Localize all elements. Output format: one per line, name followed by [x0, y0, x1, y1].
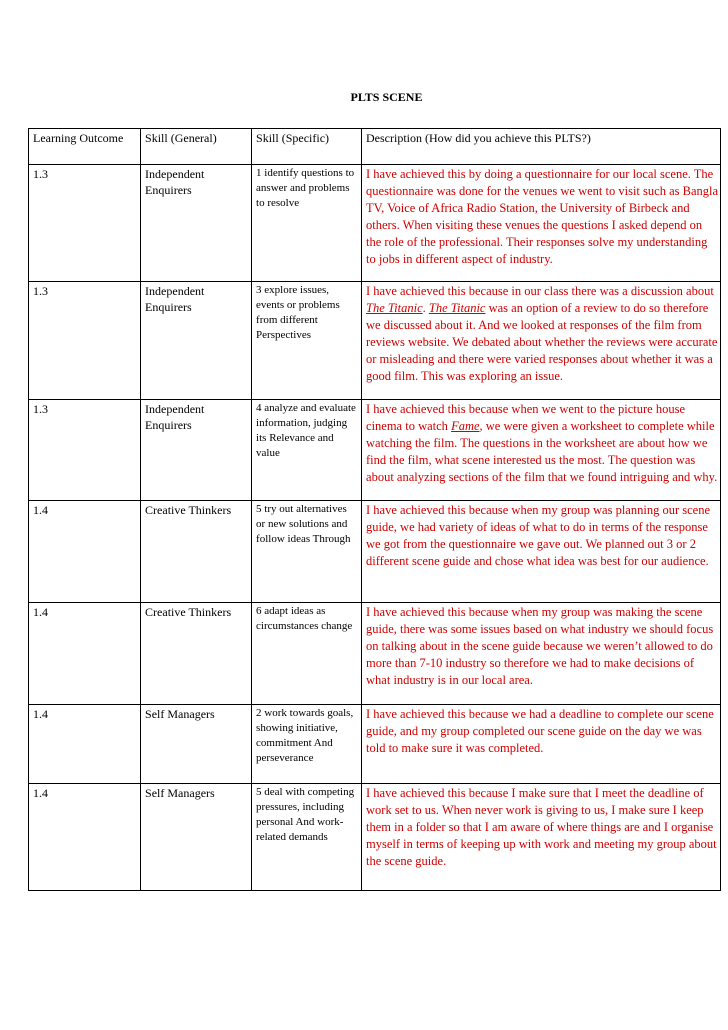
description-text: I have achieved this because in our class there was a discussion about	[366, 284, 714, 298]
header-learning-outcome: Learning Outcome	[29, 129, 141, 165]
film-title-titanic: The Titanic	[366, 301, 423, 315]
cell-outcome: 1.3	[29, 165, 141, 282]
plts-table	[28, 128, 721, 891]
description-text: , we were given a worksheet to complete while watching the film. The questions in the worksheet are about how we find the film, what scene interested us the most. The question was about analyzing sections of the film that we found intriguing and why.	[366, 419, 718, 484]
cell-description: I have achieved this because I make sure that I meet the deadline of work set to us. When never work is giving to us, I make sure I keep them in a folder so that I am aware of where things are and I organise myself in terms of keeping up with work and meeting my group about the scene guide.	[362, 784, 721, 891]
header-description: Description (How did you achieve this PLTS?)	[362, 129, 721, 165]
description-text: .	[422, 301, 429, 315]
cell-skill-specific: 2 work towards goals, showing initiative, commitment And perseverance	[252, 705, 362, 784]
film-title-fame: Fame	[451, 419, 480, 433]
cell-skill-specific: 1 identify questions to answer and problems to resolve	[252, 165, 362, 282]
cell-skill-general: Self Managers	[141, 705, 252, 784]
page-title: PLTS SCENE	[350, 90, 423, 104]
cell-skill-specific: 3 explore issues, events or problems from different Perspectives	[252, 282, 362, 400]
cell-skill-specific: 4 analyze and evaluate information, judging its Relevance and value	[252, 400, 362, 501]
table-row	[29, 165, 721, 282]
cell-description: I have achieved this because when my group was making the scene guide, there was some issues based on what industry we should focus on talking about in the scene guide because we weren’t allowed to do more than 7-10 industry so therefore we had to make decisions of what industry is in our local area.	[362, 603, 721, 705]
table-row	[29, 501, 721, 603]
cell-outcome: 1.4	[29, 603, 141, 705]
cell-description	[362, 282, 721, 400]
table-row	[29, 603, 721, 705]
cell-skill-general: Independent Enquirers	[141, 165, 252, 282]
cell-skill-general: Creative Thinkers	[141, 501, 252, 603]
description-text: I have achieved this because when we went to the picture house cinema to watch	[366, 402, 685, 433]
film-title-titanic: The Titanic	[428, 301, 486, 315]
table-row	[29, 705, 721, 784]
cell-skill-specific: 5 deal with competing pressures, including personal And work-related demands	[252, 784, 362, 891]
cell-skill-specific: 5 try out alternatives or new solutions and follow ideas Through	[252, 501, 362, 603]
cell-outcome: 1.3	[29, 282, 141, 400]
cell-skill-specific: 6 adapt ideas as circumstances change	[252, 603, 362, 705]
header-skill-specific: Skill (Specific)	[252, 129, 362, 165]
cell-outcome: 1.4	[29, 501, 141, 603]
cell-skill-general: Creative Thinkers	[141, 603, 252, 705]
cell-description: I have achieved this by doing a questionnaire for our local scene. The questionnaire was done for the venues we went to visit such as Bangla TV, Voice of Africa Radio Station, the University of Birbeck and others. When visiting these venues the questions I asked depend on the role of the professional. Their responses solve my understanding to jobs in different aspect of industry.	[362, 165, 721, 282]
cell-description	[362, 400, 721, 501]
cell-outcome: 1.4	[29, 784, 141, 891]
cell-description: I have achieved this because when my group was planning our scene guide, we had variety of ideas of what to do in terms of the response we got from the questionnaire we gave out. We planned out 3 or 2 different scene guide and chose what idea was best for our audience.	[362, 501, 721, 603]
table-header-row	[29, 129, 721, 165]
table-row	[29, 784, 721, 891]
cell-skill-general: Independent Enquirers	[141, 400, 252, 501]
cell-skill-general: Independent Enquirers	[141, 282, 252, 400]
cell-outcome: 1.3	[29, 400, 141, 501]
cell-skill-general: Self Managers	[141, 784, 252, 891]
table-row	[29, 282, 721, 400]
cell-outcome: 1.4	[29, 705, 141, 784]
header-skill-general: Skill (General)	[141, 129, 252, 165]
description-text: was an option of a review to do so therefore we discussed about it. And we looked at responses of the film from reviews website. We debated about whether the reviews were accurate or misleading and there were varied responses about whether it was a good film. This was exploring an issue.	[366, 301, 718, 383]
table-row	[29, 400, 721, 501]
cell-description: I have achieved this because we had a deadline to complete our scene guide, and my group completed our scene guide on the day we was told to make sure it was completed.	[362, 705, 721, 784]
